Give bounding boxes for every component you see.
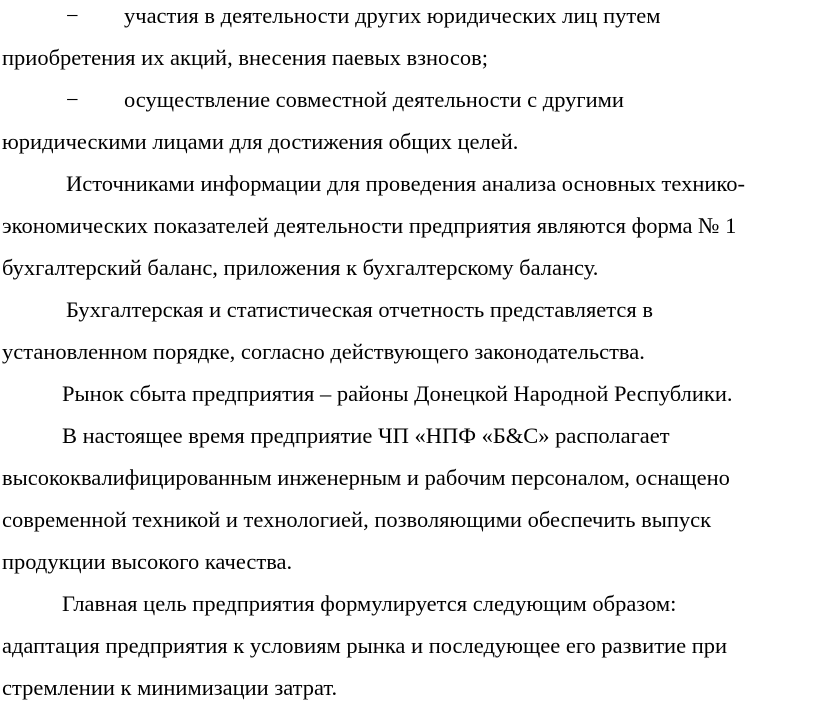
paragraph-line: Главная цель предприятия формулируется следующим образом: xyxy=(62,591,677,616)
paragraph-line: установленном порядке, согласно действующего законодательства. xyxy=(2,339,645,364)
paragraph-line: экономических показателей деятельности предприятия являются форма № 1 xyxy=(2,213,737,238)
paragraph-line: В настоящее время предприятие ЧП «НПФ «Б&С» располагает xyxy=(62,423,670,448)
bullet-text-line: осуществление совместной деятельности с другими xyxy=(124,87,624,112)
bullet-text-line: приобретения их акций, внесения паевых взносов; xyxy=(2,45,488,70)
paragraph-line: адаптация предприятия к условиям рынка и последующее его развитие при xyxy=(2,633,728,658)
paragraph-line: продукции высокого качества. xyxy=(2,549,293,574)
bullet-dash: − xyxy=(66,3,79,28)
paragraph-line: современной техникой и технологией, позволяющими обеспечить выпуск xyxy=(2,507,712,532)
bullet-text-line: участия в деятельности других юридических лиц путем xyxy=(124,3,661,28)
bullet-text-line: юридическими лицами для достижения общих целей. xyxy=(2,129,519,154)
paragraph-line: Рынок сбыта предприятия – районы Донецкой Народной Республики. xyxy=(62,381,733,406)
paragraph-line: бухгалтерский баланс, приложения к бухгалтерскому балансу. xyxy=(2,255,599,280)
paragraph-line: Источниками информации для проведения анализа основных технико- xyxy=(66,171,745,196)
paragraph-line: Бухгалтерская и статистическая отчетность представляется в xyxy=(66,297,653,322)
paragraph-line: стремлении к минимизации затрат. xyxy=(2,675,338,700)
paragraph-line: высококвалифицированным инженерным и рабочим персоналом, оснащено xyxy=(2,465,730,490)
bullet-dash: − xyxy=(66,87,79,112)
